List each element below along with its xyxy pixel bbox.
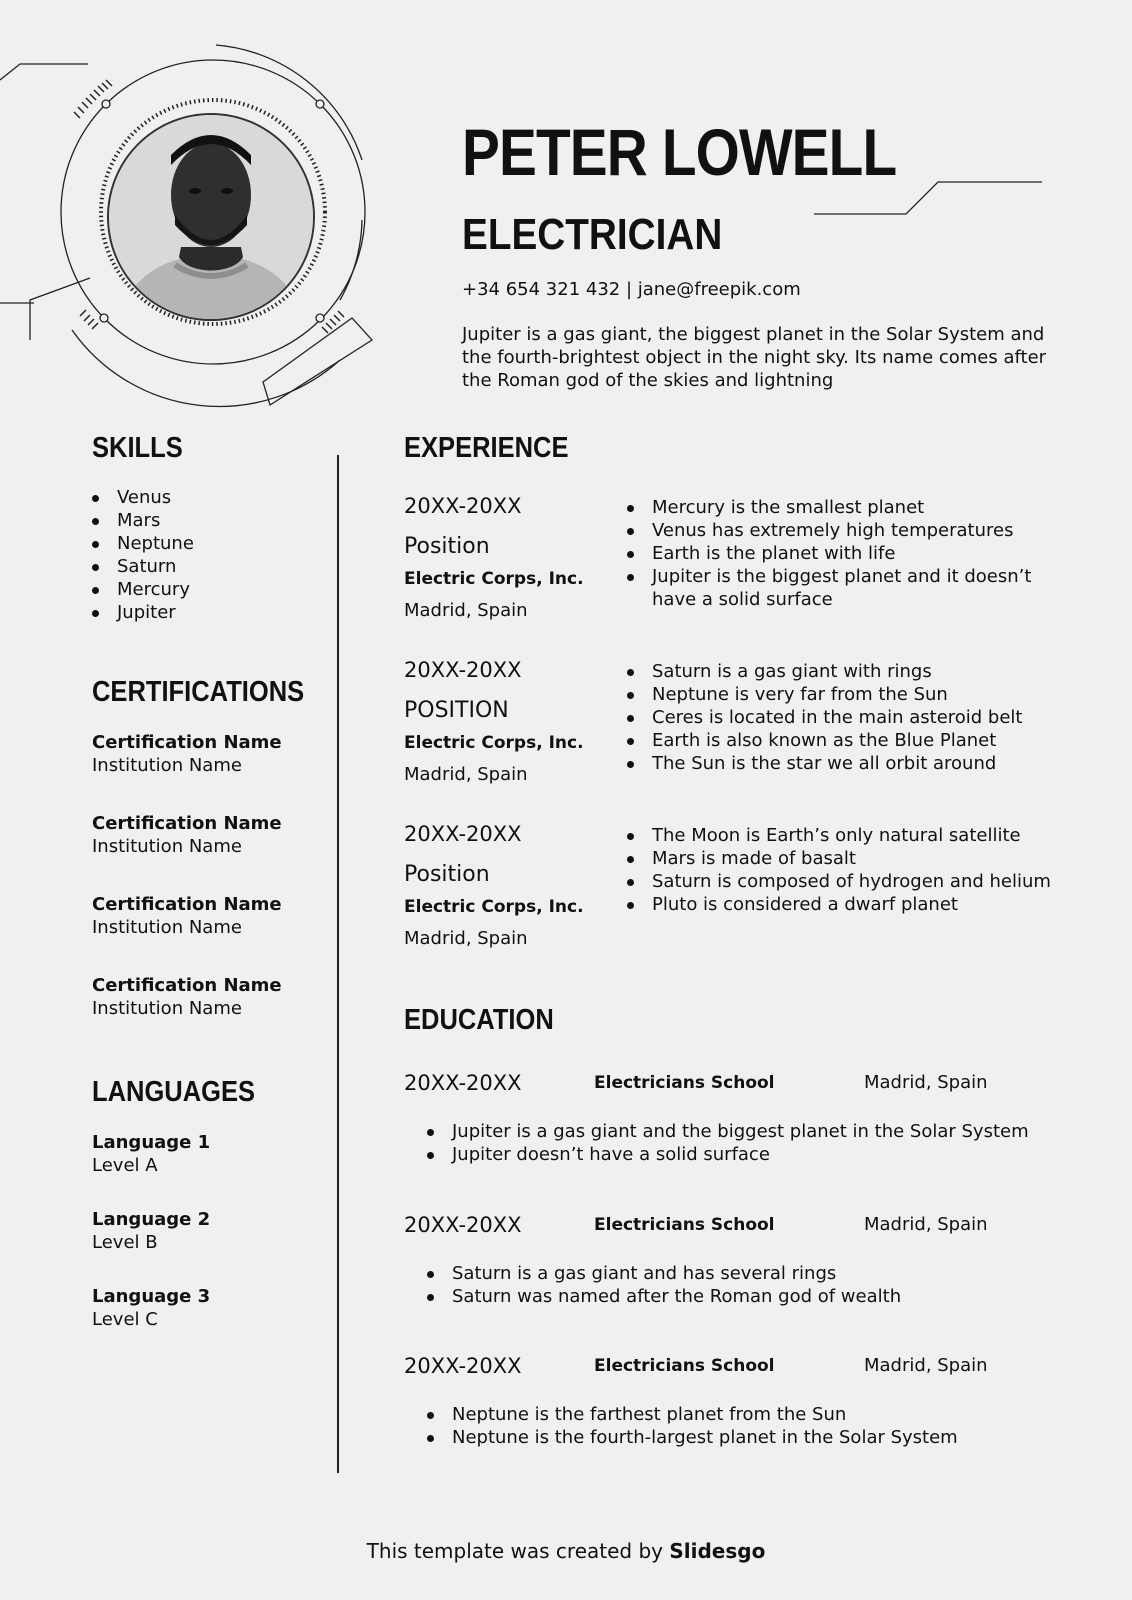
certification-name: Certification Name [92,732,282,753]
education-location: Madrid, Spain [864,1214,988,1235]
certification-entry [92,731,282,777]
institution-name: Institution Name [92,998,242,1019]
job-bullets [626,496,1066,611]
language-entry [92,1208,210,1254]
job-location: Madrid, Spain [404,764,528,785]
job-location: Madrid, Spain [404,600,528,621]
job-location: Madrid, Spain [404,928,528,949]
job-dates: 20XX-20XX [404,658,522,682]
job-company: Electric Corps, Inc. [404,897,584,917]
list-item: Ceres is located in the main asteroid belt [626,706,1066,729]
job-dates: 20XX-20XX [404,494,522,518]
education-bullets [426,1120,1066,1166]
list-item: Saturn is a gas giant with rings [626,660,1066,683]
list-item: Jupiter doesn’t have a solid surface [426,1143,1066,1166]
footer-brand-link[interactable]: Slidesgo [669,1539,766,1563]
list-item: Saturn was named after the Roman god of wealth [426,1285,1066,1308]
footer-text: This template was created by [366,1539,663,1563]
job-position: Position [404,534,490,559]
institution-name: Institution Name [92,917,242,938]
job-bullets [626,824,1066,916]
job-bullets [626,660,1066,775]
list-item: Neptune is very far from the Sun [626,683,1066,706]
skills-heading: SKILLS [92,432,183,464]
job-company: Electric Corps, Inc. [404,733,584,753]
certification-entry [92,893,282,939]
column-divider [337,455,339,1473]
language-level: Level C [92,1309,158,1330]
language-entry [92,1285,210,1331]
certification-name: Certification Name [92,894,282,915]
list-item: Saturn [91,555,194,578]
education-location: Madrid, Spain [864,1072,988,1093]
education-dates: 20XX-20XX [404,1213,522,1237]
language-level: Level B [92,1232,158,1253]
education-dates: 20XX-20XX [404,1071,522,1095]
certifications-heading: CERTIFICATIONS [92,676,305,708]
list-item: Neptune is the farthest planet from the Sun [426,1403,1066,1426]
contact-info: +34 654 321 432 | jane@freepik.com [462,279,801,300]
list-item: Mars is made of basalt [626,847,1066,870]
list-item: Earth is also known as the Blue Planet [626,729,1066,752]
language-entry [92,1131,210,1177]
list-item: Pluto is considered a dwarf planet [626,893,1066,916]
job-company: Electric Corps, Inc. [404,569,584,589]
certification-entry [92,974,282,1020]
job-dates: 20XX-20XX [404,822,522,846]
job-title: ELECTRICIAN [462,210,723,259]
list-item: Jupiter is the biggest planet and it doesn’t have a solid surface [626,565,1066,611]
education-bullets [426,1262,1066,1308]
education-heading: EDUCATION [404,1004,554,1036]
language-name: Language 3 [92,1286,211,1307]
certification-name: Certification Name [92,813,282,834]
list-item: Mercury is the smallest planet [626,496,1066,519]
profile-photo [107,113,315,321]
languages-heading: LANGUAGES [92,1076,256,1108]
list-item: Jupiter [91,601,194,624]
experience-heading: EXPERIENCE [404,432,569,464]
list-item: The Moon is Earth’s only natural satellite [626,824,1066,847]
education-location: Madrid, Spain [864,1355,988,1376]
education-school: Electricians School [594,1215,775,1235]
institution-name: Institution Name [92,836,242,857]
list-item: Venus has extremely high temperatures [626,519,1066,542]
person-portrait-icon [109,115,313,319]
education-school: Electricians School [594,1356,775,1376]
list-item: Earth is the planet with life [626,542,1066,565]
list-item: Neptune is the fourth-largest planet in the Solar System [426,1426,1066,1449]
education-dates: 20XX-20XX [404,1354,522,1378]
language-name: Language 1 [92,1132,211,1153]
person-name: PETER LOWELL [462,115,897,189]
list-item: Neptune [91,532,194,555]
list-item: The Sun is the star we all orbit around [626,752,1066,775]
language-name: Language 2 [92,1209,211,1230]
job-position: Position [404,862,490,887]
education-bullets [426,1403,1066,1449]
education-school: Electricians School [594,1073,775,1093]
list-item: Mercury [91,578,194,601]
list-item: Venus [91,486,194,509]
list-item: Saturn is composed of hydrogen and helium [626,870,1066,893]
institution-name: Institution Name [92,755,242,776]
skills-list [91,486,194,624]
language-level: Level A [92,1155,158,1176]
list-item: Mars [91,509,194,532]
job-position: POSITION [404,698,509,723]
certification-name: Certification Name [92,975,282,996]
list-item: Saturn is a gas giant and has several rings [426,1262,1066,1285]
list-item: Jupiter is a gas giant and the biggest planet in the Solar System [426,1120,1066,1143]
certification-entry [92,812,282,858]
profile-summary: Jupiter is a gas giant, the biggest planet in the Solar System and the fourth-brightest object in the night sky. Its name comes after the Roman god of the skies and lightning [462,324,1047,391]
footer-credit [0,1537,1132,1565]
